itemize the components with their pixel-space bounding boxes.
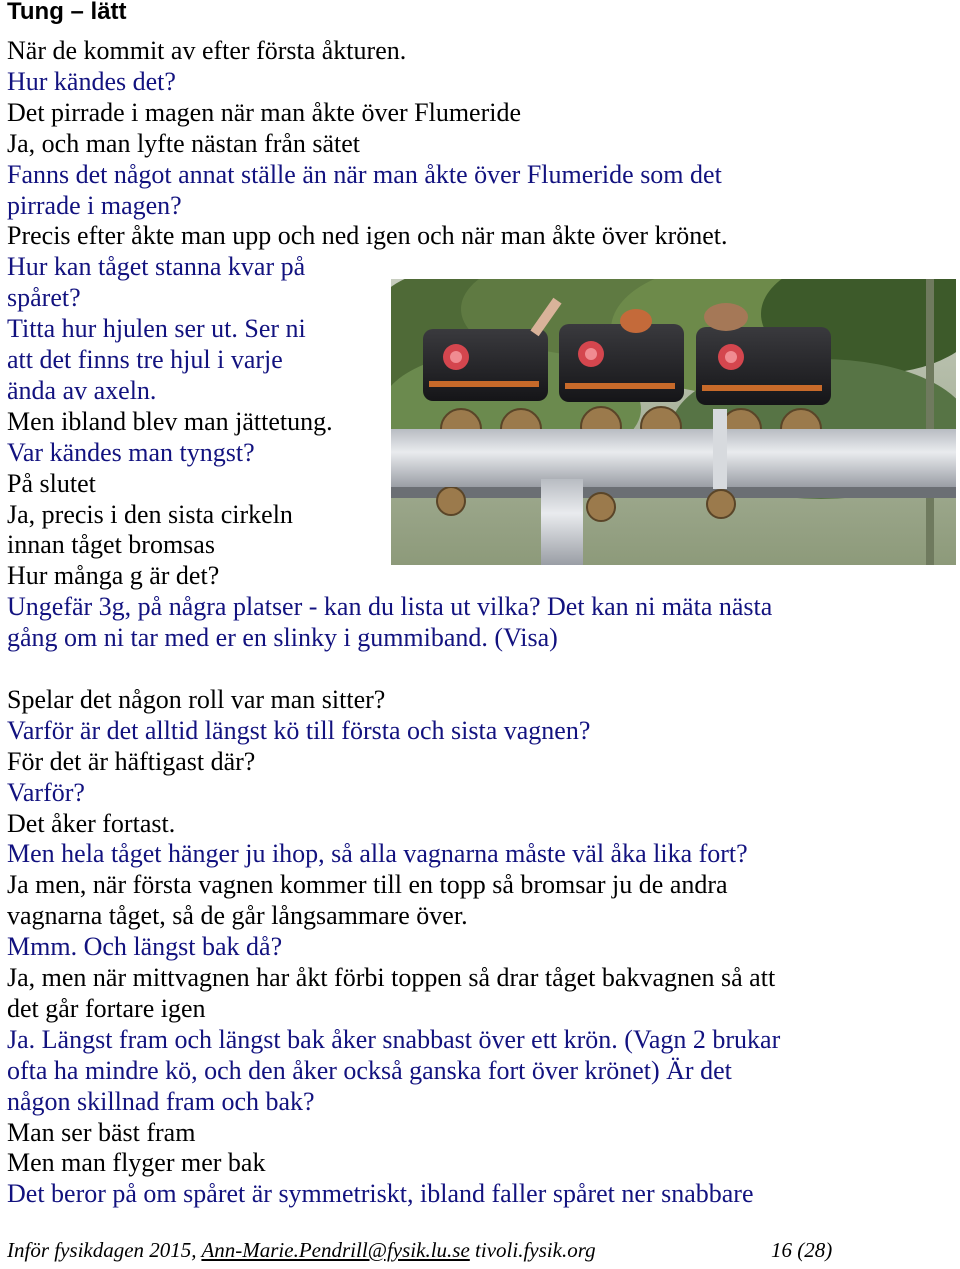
question-line: Ungefär 3g, på några platser - kan du lista ut vilka? Det kan ni mäta nästa [7,592,773,622]
roller-coaster-photo [391,279,956,565]
question-line: Ja. Längst fram och längst bak åker snabbast över ett krön. (Vagn 2 brukar [7,1024,781,1054]
answer-line: Spelar det någon roll var man sitter? [7,684,386,714]
answer-line: vagnarna tåget, så de går långsammare över. [7,901,468,931]
answer-line: Men ibland blev man jättetung. [7,406,333,436]
footer-site: tivoli.fysik.org [469,1238,596,1262]
answer-line: Precis efter åkte man upp och ned igen och när man åkte över krönet. [7,221,728,251]
answer-line: innan tåget bromsas [7,530,215,560]
answer-line: Ja, men när mittvagnen har åkt förbi toppen så drar tåget bakvagnen så att [7,963,776,992]
question-line: Varför? [7,777,85,807]
question-line: Det beror på om spåret är symmetriskt, ibland faller spåret ner snabbare [7,1179,754,1209]
footer-prefix: Inför fysikdagen 2015, [7,1238,202,1262]
question-line: spåret? [7,283,81,313]
page-footer [7,1237,596,1263]
answer-line: Man ser bäst fram [7,1117,196,1147]
page-heading: Tung – lätt [7,0,127,25]
answer-line: Ja men, när första vagnen kommer till en topp så bromsar ju de andra [7,870,728,900]
footer-email-link[interactable]: Ann-Marie.Pendrill@fysik.lu.se [201,1238,470,1262]
question-line: Fanns det något annat ställe än när man åkte över Flumeride som det [7,159,722,189]
answer-line: När de kommit av efter första åkturen. [7,36,407,65]
answer-line: För det är häftigast där? [7,746,256,776]
answer-line: Ja, och man lyfte nästan från sätet [7,128,361,158]
answer-line: Ja, precis i den sista cirkeln [7,499,293,529]
answer-line: Men man flyger mer bak [7,1148,266,1178]
answer-line: det går fortare igen [7,993,206,1023]
question-line: gång om ni tar med er en slinky i gummiband. (Visa) [7,623,558,653]
question-line: att det finns tre hjul i varje [7,345,283,374]
question-line: Hur kändes det? [7,66,176,96]
question-line: pirrade i magen? [7,190,182,220]
question-line: Hur kan tåget stanna kvar på [7,252,306,282]
question-line: Var kändes man tyngst? [7,437,255,467]
question-line: någon skillnad fram och bak? [7,1086,315,1116]
answer-line: Det åker fortast. [7,808,176,838]
question-line: Mmm. Och längst bak då? [7,932,283,962]
question-line: Titta hur hjulen ser ut. Ser ni [7,314,306,344]
answer-line: På slutet [7,468,96,498]
answer-line: Hur många g är det? [7,561,220,591]
question-line: ofta ha mindre kö, och den åker också ganska fort över krönet) Är det [7,1055,732,1085]
page-number: 16 (28) [771,1238,833,1262]
question-line: Men hela tåget hänger ju ihop, så alla vagnarna måste väl åka lika fort? [7,839,748,869]
question-line: Varför är det alltid längst kö till första och sista vagnen? [7,715,591,745]
answer-line: Det pirrade i magen när man åkte över Flumeride [7,97,522,127]
question-line: ända av axeln. [7,375,157,405]
